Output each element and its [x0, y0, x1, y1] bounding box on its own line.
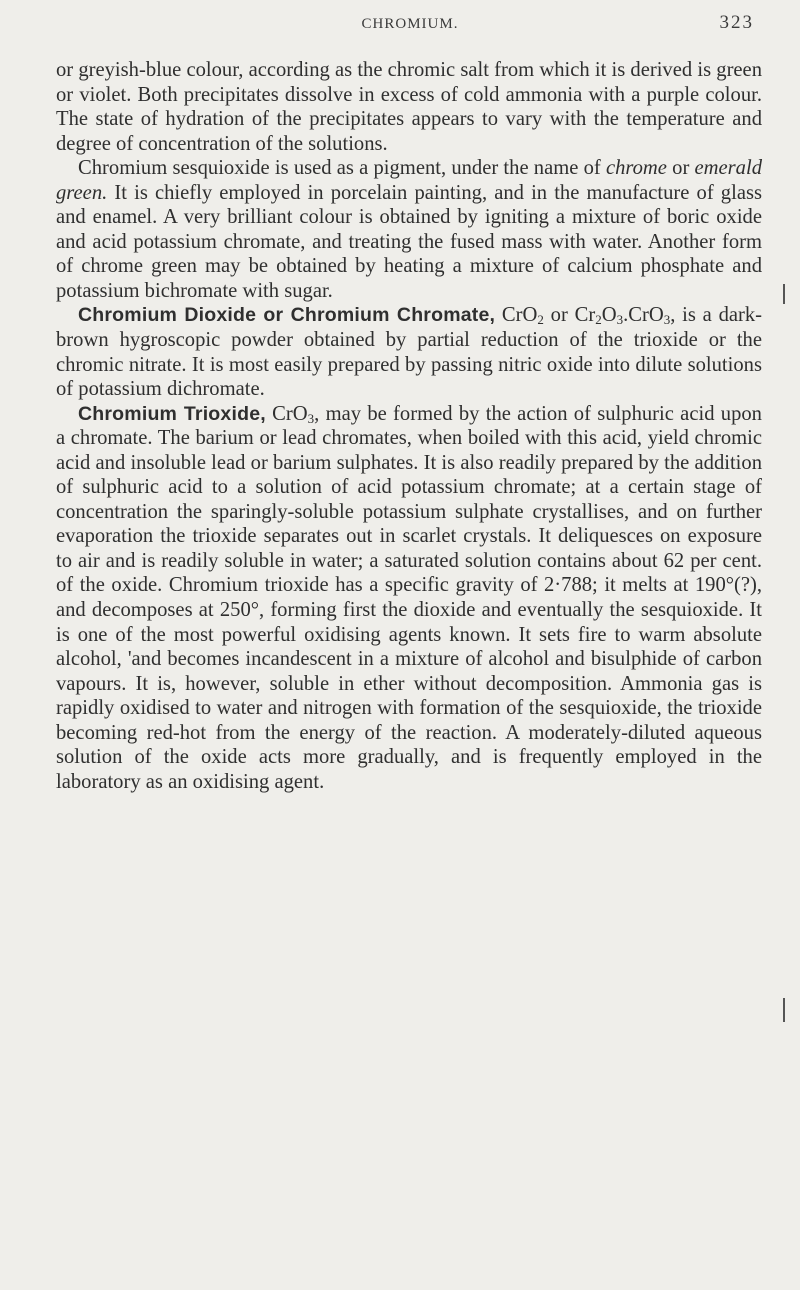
connector-text: or [543, 304, 575, 327]
formula-subscript: 2 [537, 312, 544, 328]
term-emerald-green: emerald green. [56, 157, 762, 204]
paragraph-text: Chromium sesquioxide is used as a pigment, under the name of [78, 157, 606, 180]
body-text [56, 58, 762, 794]
paragraph-chromium-trioxide [56, 402, 762, 795]
paragraph-text: , may be formed by the action of sulphuric acid upon a chromate. The barium or lead chromates, when boiled with this acid, yield chromic acid and insoluble lead or barium sulphates. It is also readily prepared by the addition of sulphuric acid to a solution of acid potassium chromate; at a certain stage of concentration the sparingly-soluble potassium sulphate crystallises, and on further evaporation the trioxide separates out in scarlet crystals. It deliquesces on exposure to air and is readily soluble in water; a saturated solution contains about 62 per cent. of the oxide. Chromium trioxide has a specific gravity of 2·788; it melts at 190°(?), and decomposes at 250°, forming first the dioxide and eventually the sesquioxide. It is one of the most powerful oxidising agents known. It sets fire to warm absolute alcohol, 'and becomes incandescent in a mixture of alcohol and bisulphide of carbon vapours. It is, however, soluble in ether without decomposition. Ammonia gas is rapidly oxidised to water and nitrogen with formation of the sesquioxide, the trioxide becoming red-hot from the energy of the reaction. A moderately-diluted aqueous solution of the oxide acts more gradually, and is frequently employed in the laboratory as an oxidising agent. [56, 402, 762, 793]
formula-subscript: 3 [616, 312, 624, 328]
section-heading-dioxide: Chromium Dioxide or Chromium Chromate, [78, 304, 496, 327]
paragraph-text: It is chiefly employed in porcelain painting, and in the manufacture of glass and enamel. A very brilliant colour is obtained by igniting a mixture of boric oxide and acid potassium chromate, and treating the fused mass with water. Another form of chrome green may be obtained by heating a mixture of calcium phosphate and potassium bichromate with sugar. [56, 181, 762, 302]
formula-text: CrO [495, 304, 538, 327]
term-chrome: chrome [605, 157, 667, 180]
formula-text: .CrO [623, 304, 664, 327]
formula-text: CrO [265, 402, 308, 425]
paragraph-pigment [56, 156, 762, 303]
formula-text: Cr [574, 304, 596, 327]
page-header [66, 12, 754, 40]
margin-mark [775, 284, 785, 304]
section-heading-trioxide: Chromium Trioxide, [78, 402, 266, 425]
paragraph-text: , is a dark-brown hygroscopic powder obtained by partial reduction of the trioxide or the chromic nitrate. It is most easily prepared by passing nitric oxide into dilute solutions of potassium dichromate. [56, 304, 763, 401]
connector-text: or [666, 157, 695, 180]
formula-subscript: 3 [307, 410, 315, 426]
margin-mark [775, 998, 785, 1022]
paragraph-hydration [56, 58, 762, 156]
formula-text: O [601, 304, 617, 327]
paragraph-text: or greyish-blue colour, according as the chromic salt from which it is derived is green or violet. Both precipitates dissolve in excess of cold ammonia with a purple colour. The state of hydration of the precipitates appears to vary with the temperature and degree of concentration of the solutions. [56, 59, 762, 155]
page-number: 323 [719, 12, 754, 33]
paragraph-chromium-dioxide [56, 303, 762, 401]
formula-subscript: 3 [663, 312, 671, 328]
running-head: CHROMIUM. [361, 16, 459, 32]
formula-subscript: 2 [595, 312, 602, 328]
